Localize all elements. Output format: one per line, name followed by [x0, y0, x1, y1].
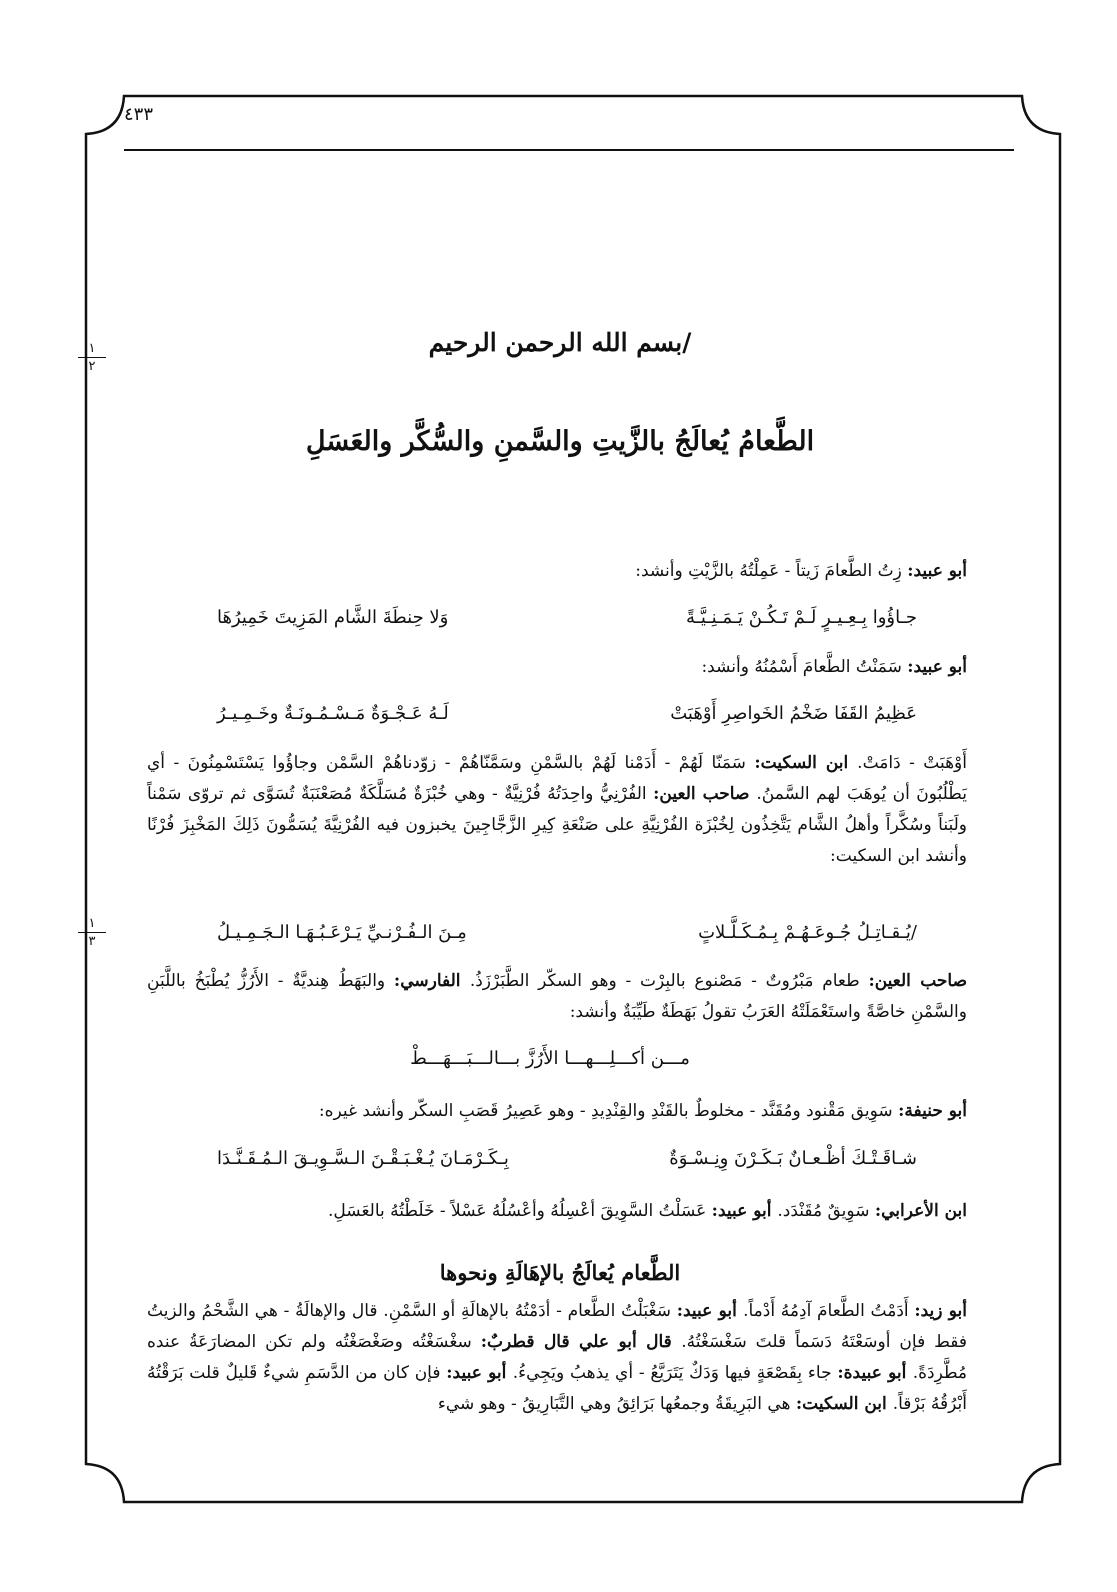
speaker-name: الفارسي: [393, 971, 470, 991]
speaker-name: ابن السكيت: [795, 1394, 893, 1414]
paragraph [147, 966, 967, 1028]
paragraph-text: عَسَلْتُ السَّوِيقَ أعْسِلُهُ وأعْسُلُهُ عَسْلاً - خَلَطْتُهُ بالعَسَلِ. [328, 1201, 712, 1221]
speaker-name: ابن السكيت: [754, 753, 858, 773]
paragraph [147, 1296, 967, 1420]
paragraph-text: سَمَنّا لَهُمْ - أَدَمْنا لَهُمْ بالسَّمْنِ وسَمَّنّاهُمْ - زوّدناهُمْ السَّمْن وجاؤُوا يَسْتَسْمِنُونَ - أي يَطْلُبُونَ أن يُوهَبَ لهم السَّمنُ. [147, 753, 967, 804]
fraction-numerator: ١ [88, 341, 96, 356]
speaker-name: قال أبو علي قال قطربٌ: [480, 1332, 682, 1352]
paragraph-text: هي البَرِيقَةُ وجمعُها بَرَائِقُ وهي التَّبَارِيقُ - وهو شيء [437, 1394, 796, 1414]
paragraph-text: سَوِيقٌ مُقَنْدَد. [777, 1201, 875, 1221]
verse-second-hemistich: مِـنَ الـفُـرْنـيِّ يَـرْعَـبُـهَـا الـجَـمِـيـلُ [217, 922, 467, 943]
speaker-name: صاحب العين: [868, 971, 968, 991]
fraction-denominator: ٣ [88, 934, 96, 949]
speaker-name: أبو عبيد: [907, 657, 967, 677]
paragraph-text: سَوِيق مَقْنود ومُقَنَّد - مخلوطٌ بالقَنْدِ والقِنْدِيدِ - وهو عَصِيرُ قَصَبِ السكّر وأنشد غيره: [318, 1101, 899, 1121]
paragraph-text: زِتُ الطَّعامَ زَيتاً - عَمِلْتُهُ بالزَّيْتِ وأنشد: [635, 561, 908, 581]
paragraph [147, 1096, 967, 1127]
speaker-name: أبو حنيفة: [898, 1101, 967, 1121]
speaker-name: صاحب العين: [653, 784, 757, 804]
fraction-denominator: ٢ [88, 359, 96, 374]
verse-line [217, 703, 917, 724]
fraction-numerator: ١ [88, 916, 96, 931]
chapter-title: الطَّعامُ يُعالَجُ بالزَّيتِ والسَّمنِ والسُّكَّر والعَسَلِ [305, 426, 815, 457]
verse-line [217, 607, 917, 628]
basmala: /بسم الله الرحمن الرحيم [428, 328, 692, 357]
speaker-name: أبو عبيد: [446, 1363, 513, 1383]
verse-second-hemistich: لَـهُ عَـجْـوَةٌ مَـسْـمُـونَـةٌ وخَـمِـيـرُ [217, 703, 449, 724]
verse-second-hemistich: بِـكَـرْمَـانَ يُـغْـبَـقْـنَ الـسَّـوِيـقَ الـمُـقَـنَّـدَا [217, 1148, 509, 1169]
page-number: ٤٣٣ [124, 104, 154, 125]
speaker-name: أبو عبيدة: [837, 1363, 913, 1383]
verse-first-hemistich: عَظِيمُ القَفَا ضَخْمُ الخَواصِرِ أَوْهَبَتْ [670, 703, 917, 724]
paragraph-text: طعام مَبْرُوتٌ - مَصْنوع بالبِرْت - وهو السكّر الطَّبَرْزَذُ. [469, 971, 869, 991]
paragraph-text: سغْسَغْتُه وصَغْصَغْتُه ولم تكن المضارَعَةُ عنده مُطَّرِدَةً. [147, 1332, 967, 1383]
paragraph-text: أَدَمْتُ الطَّعامَ آدِمُهُ أَدْماً. [743, 1301, 915, 1321]
verse-line [217, 1148, 917, 1169]
paragraph [147, 748, 967, 872]
paragraph [147, 652, 967, 683]
paragraph-text: جاء بِقَصْعَةٍ فيها وَدَكٌ يَتَرَيَّعُ - أي يذهبُ ويَجِيءُ. [512, 1363, 838, 1383]
verse-single-hemistich: مـــن أكـــلِـــهـــا الأَرُزَّ بـــالـــبَـــهَـــطْ [410, 1048, 690, 1069]
paragraph-text: أَوْهَبَتْ - دَامَتْ. [857, 753, 967, 773]
verse-second-hemistich: وَلا حِنطَةَ الشَّام المَزِيتَ خَمِيرُهَا [217, 607, 449, 628]
paragraph-text: الفُرْنِيُّ واحِدَتُهُ فُرْنِيَّةٌ - وهي خُبْزَةٌ مُسَلَّكَةٌ مُصَعْنَبَةٌ تُسَوَّى ثم تروّى سَمْناً ولَبَناً وسُكَّراً وأهلُ الشَّام يَتَّخِذُون لِخُبْزَة الفُرْنِيَّةِ على صَنْعَةِ كِيرِ الزَّجَّاجِينَ يخبزون فيه الفُرْنِيَّةَ يُسَمُّونَ ذَلِكَ المَخْبِزَ فُرْنًا وأنشد ابن السكيت: [147, 784, 967, 866]
paragraph [147, 556, 967, 587]
speaker-name: أبو عبيد: [907, 561, 967, 581]
verse-line [217, 922, 917, 943]
paragraph-text: سَغْبَلْتُ الطَّعام - أدَمْتُهُ بالإهالَةِ أو السَّمْنِ. قال والإهالَةُ - هي الشَّحْمُ والزيتُ فقط فإن أوسَعْتَهُ دَسَماً قلتَ سَغْسَغْتُهُ. [147, 1301, 968, 1352]
speaker-name: أبو عبيد: [711, 1201, 778, 1221]
verse-first-hemistich: /يُـقـاتِـلُ جُـوعَـهُـمْ بِـمُـكَـلَّـلاتٍ [698, 922, 917, 943]
speaker-name: أبو زيد: [914, 1301, 967, 1321]
verse-first-hemistich: جـاؤُوا بِـعِـيـرٍ لَـمْ تَـكُـنْ يَـمَـنِـيَّـةً [686, 607, 917, 628]
section-title: الطَّعام يُعالَجُ بالإهَالَةِ ونحوها [439, 1260, 681, 1285]
speaker-name: أبو عبيد: [676, 1301, 744, 1321]
verse-first-hemistich: شـاقَـتْـكَ أظْـعـانٌ بَـكَـرْنَ وِنِـسْـوَةٌ [669, 1148, 917, 1169]
paragraph [147, 1196, 967, 1227]
paragraph-text: والبَهَطُ هِنديَّةٌ - الأَرُزُّ يُطْبَخُ باللَّبَنِ والسَّمْنِ خاصَّةً واستَعْمَلَتْهُ العَرَبُ تقولُ بَهَطَةٌ طَيِّبَةٌ وأنشد: [147, 971, 967, 1022]
speaker-name: ابن الأعرابي: [874, 1201, 967, 1221]
paragraph-text: سَمَنْتُ الطَّعامَ أَسْمُنُهُ وأنشد: [701, 657, 908, 677]
paragraph-text: فإن كان من الدَّسَمِ شيءٌ قَليلٌ قلت بَرَقْتُهُ أَبْرُقُهُ بَرْقاً. [147, 1363, 967, 1414]
